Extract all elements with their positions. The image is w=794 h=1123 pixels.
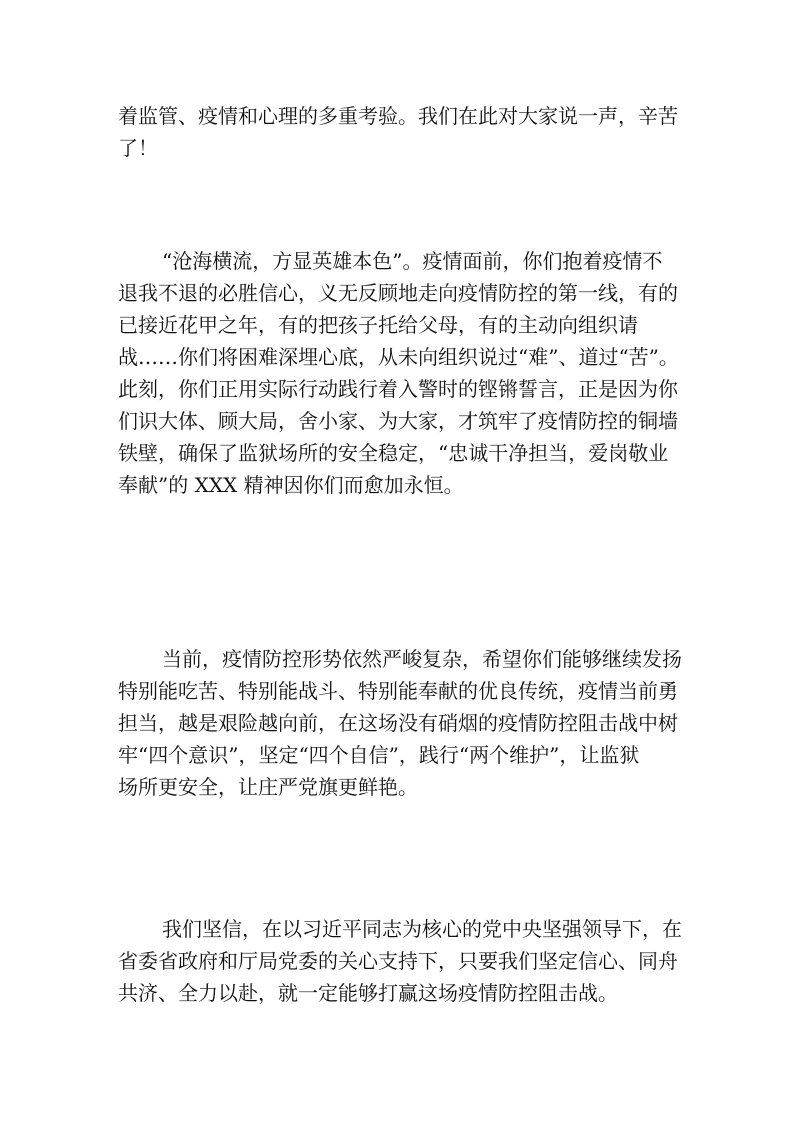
paragraph-line: 退我不退的必胜信心，义无反顾地走向疫情防控的第一线，有的: [118, 281, 678, 305]
paragraph-line: 已接近花甲之年，有的把孩子托给父母，有的主动向组织请: [118, 313, 638, 337]
paragraph-line: 奉献”的 XXX 精神因你们而愈加永恒。: [118, 473, 464, 497]
paragraph-line: 场所更安全，让庄严党旗更鲜艳。: [118, 775, 418, 799]
paragraph-line: 担当，越是艰险越向前，在这场没有硝烟的疫情防控阻击战中树: [118, 711, 678, 735]
paragraph-line: 了！: [118, 136, 158, 160]
paragraph-line: 当前，疫情防控形势依然严峻复杂，希望你们能够继续发扬: [162, 647, 682, 671]
paragraph-line: 们识大体、顾大局，舍小家、为大家，才筑牢了疫情防控的铜墙: [118, 409, 678, 433]
paragraph-line: 战……你们将困难深埋心底，从未向组织说过“难”、道过“苦”。: [118, 345, 679, 369]
paragraph-line: 共济、全力以赴，就一定能够打赢这场疫情防控阻击战。: [118, 981, 618, 1005]
paragraph-3: [118, 643, 680, 803]
paragraph-2: [118, 245, 680, 501]
paragraph-line: 省委省政府和厅局党委的关心支持下，只要我们坚定信心、同舟: [118, 949, 678, 973]
paragraph-line: 牢“四个意识”，坚定“四个自信”，践行“两个维护”，让监狱: [118, 743, 640, 767]
paragraph-1: [118, 100, 680, 164]
paragraph-4: [118, 913, 680, 1009]
paragraph-line: 着监管、疫情和心理的多重考验。我们在此对大家说一声，辛苦: [118, 104, 678, 128]
paragraph-line: 铁壁，确保了监狱场所的安全稳定，“忠诚干净担当，爱岗敬业: [118, 441, 669, 465]
paragraph-line: 我们坚信，在以习近平同志为核心的党中央坚强领导下，在: [162, 917, 682, 941]
paragraph-line: 此刻，你们正用实际行动践行着入警时的铿锵誓言，正是因为你: [118, 377, 678, 401]
paragraph-line: “沧海横流，方显英雄本色”。疫情面前，你们抱着疫情不: [162, 249, 663, 273]
paragraph-line: 特别能吃苦、特别能战斗、特别能奉献的优良传统，疫情当前勇: [118, 679, 678, 703]
